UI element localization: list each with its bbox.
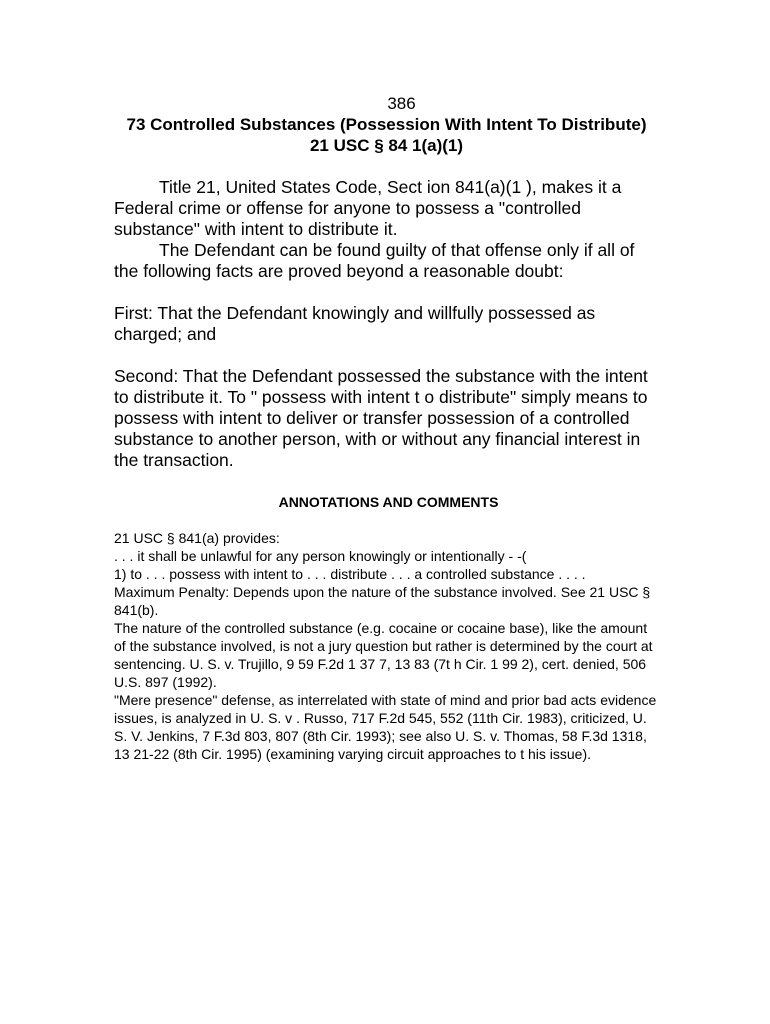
statute-citation: 21 USC § 84 1(a)(1) bbox=[309, 136, 464, 155]
paragraph-elements-intro: The Defendant can be found guilty of that offense only if all of the following facts are proved beyond a reasonable doubt: bbox=[114, 240, 635, 281]
paragraph-intro: Title 21, United States Code, Sect ion 841(a)(1 ), makes it a Federal crime or offense for anyone to possess a "controlled substance" with intent to distribute it. bbox=[114, 177, 622, 239]
spacer bbox=[114, 156, 659, 177]
element-first: First: That the Defendant knowingly and willfully possessed as charged; and bbox=[114, 303, 596, 344]
element-second: Second: That the Defendant possessed the substance with the intent to distribute it. To " possess with intent t o distribute" simply means to possess with intent to deliver or transfer possession of a controlled substance to another person, with or without any financial interest in the transaction. bbox=[114, 366, 648, 470]
document-page bbox=[114, 94, 659, 763]
annotation-line: . . . it shall be unlawful for any person knowingly or intentionally - -( bbox=[114, 548, 527, 564]
annotation-line: 21 USC § 841(a) provides: bbox=[114, 530, 280, 546]
annotations-heading: ANNOTATIONS AND COMMENTS bbox=[278, 494, 499, 510]
annotation-penalty: Maximum Penalty: Depends upon the nature of the substance involved. See 21 USC § 841(b). bbox=[114, 584, 651, 618]
annotation-paragraph-nature: The nature of the controlled substance (e.g. cocaine or cocaine base), like the amount of the substance involved, is not a jury question but rather is determined by the court at sentencing. U. S. v. Trujillo, 9 59 F.2d 1 37 7, 13 83 (7t h Cir. 1 99 2), cert. denied, 506 U.S. 897 (1992). bbox=[114, 620, 653, 690]
annotation-paragraph-presence: "Mere presence" defense, as interrelated with state of mind and prior bad acts evidence issues, is analyzed in U. S. v . Russo, 717 F.2d 545, 552 (11th Cir. 1983), criticized, U. S. V. Jenkins, 7 F.3d 803, 807 (8th Cir. 1993); see also U. S. v. Thomas, 58 F.3d 1318, 13 21-22 (8th Cir. 1995) (examining varying circuit approaches to t his issue). bbox=[114, 692, 657, 762]
spacer bbox=[114, 282, 659, 303]
spacer bbox=[114, 345, 659, 366]
annotation-line: 1) to . . . possess with intent to . . . distribute . . . a controlled substance . . . . bbox=[114, 566, 586, 582]
page-title: 73 Controlled Substances (Possession With Intent To Distribute) bbox=[126, 115, 647, 134]
page-number: 386 bbox=[387, 94, 416, 113]
